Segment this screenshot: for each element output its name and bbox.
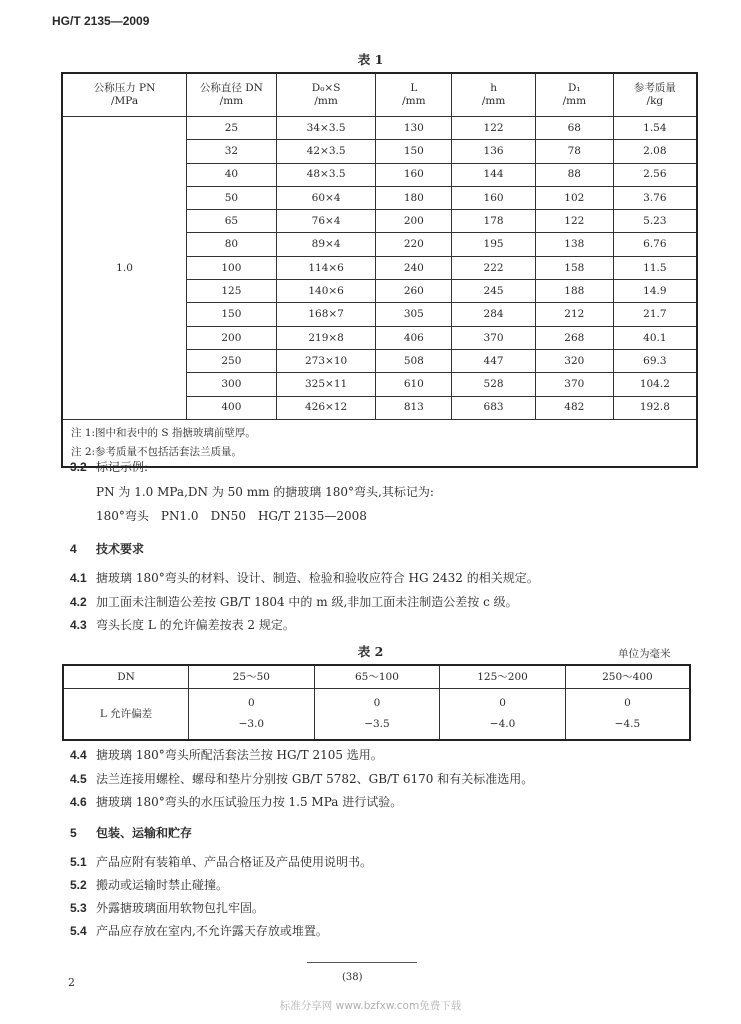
clause-number: 4.3 [70, 618, 87, 632]
table1-cell: 447 [452, 349, 536, 372]
table1-header-cell [62, 73, 187, 117]
table1-cell: 11.5 [613, 256, 697, 279]
table2-dn-range: 125～200 [440, 665, 566, 689]
table1-cell: 528 [452, 373, 536, 396]
table1-cell: 482 [535, 396, 613, 419]
marking-example-line1: PN 为 1.0 MPa,DN 为 50 mm 的搪玻璃 180°弯头,其标记为: [96, 485, 434, 499]
table1-cell: 122 [452, 117, 536, 140]
table1-header-row [62, 73, 697, 117]
table1-cell: 195 [452, 233, 536, 256]
table1-cell: 192.8 [613, 396, 697, 419]
clause-text: 产品应附有装箱单、产品合格证及产品使用说明书。 [96, 855, 373, 869]
table1-cell: 42×3.5 [276, 140, 376, 163]
table1-header-cell [613, 73, 697, 117]
table1-cell: 80 [187, 233, 277, 256]
clause-text: 搪玻璃 180°弯头所配活套法兰按 HG/T 2105 选用。 [96, 748, 383, 762]
table1-cell: 508 [376, 349, 452, 372]
table1-cell: 50 [187, 186, 277, 209]
section-5-clause [70, 853, 372, 872]
section-5-clause [70, 922, 328, 941]
table1-cell: 260 [376, 280, 452, 303]
table1-cell: 3.76 [613, 186, 697, 209]
clause-text: 弯头长度 L 的允许偏差按表 2 规定。 [96, 618, 295, 632]
table1-header-line: 参考质量 [633, 82, 676, 95]
table1-note: 注 1:图中和表中的 S 指搪玻璃前壁厚。 [71, 426, 256, 439]
table1-cell: 6.76 [613, 233, 697, 256]
table1-cell: 305 [376, 303, 452, 326]
table2-upper-deviation: 0 [373, 697, 381, 710]
table1-cell: 160 [376, 163, 452, 186]
page-number: 2 [68, 976, 75, 989]
table2-upper-deviation: 0 [499, 697, 506, 710]
table1-header-line: h [490, 82, 497, 95]
table1-cell: 222 [452, 256, 536, 279]
table1-header-cell [376, 73, 452, 117]
table1-cell: 250 [187, 349, 277, 372]
clause-number: 5.4 [70, 924, 87, 938]
section-4-clause [70, 746, 383, 765]
table1-cell: 268 [535, 326, 613, 349]
table1-cell: 2.08 [613, 140, 697, 163]
table2-dn-range: 65～100 [314, 665, 440, 689]
table2-caption: 表 2 [357, 644, 384, 659]
table2-row-label: L 允许偏差 [63, 689, 189, 741]
clause-text: 法兰连接用螺栓、螺母和垫片分别按 GB/T 5782、GB/T 6170 和有关标准选用。 [96, 771, 534, 786]
section-5-clause [70, 899, 264, 918]
table2-lower-deviation: −4.0 [489, 718, 516, 730]
table1-cell: 5.23 [613, 210, 697, 233]
table1-cell: 138 [535, 233, 613, 256]
table1-cell: 68 [535, 117, 613, 140]
section-4-title: 技术要求 [96, 542, 145, 556]
table1-note: 注 2:参考质量不包括活套法兰质量。 [71, 445, 243, 458]
table2-dn-range: 25～50 [189, 665, 315, 689]
table1-cell: 200 [187, 326, 277, 349]
table1-header-cell [187, 73, 277, 117]
clause-number: 4.1 [70, 571, 87, 585]
section-4-clause [70, 793, 402, 812]
table1-cell: 102 [535, 186, 613, 209]
table2-dn-range: 250～400 [565, 665, 690, 689]
table1-cell: 144 [452, 163, 536, 186]
table1-cell: 240 [376, 256, 452, 279]
table2-unit-note: 单位为毫米 [618, 648, 671, 660]
table1-header-line: /mm [314, 95, 338, 107]
watermark: 标准分享网 www.bzfxw.com免费下载 [279, 1000, 462, 1012]
table1-caption: 表 1 [357, 52, 384, 67]
table1-header-line: L [410, 82, 418, 95]
bottom-page-number: (38) [342, 972, 363, 983]
clause-number: 4.5 [70, 771, 87, 786]
section-4-clause [70, 616, 295, 635]
table1-cell: 168×7 [276, 303, 376, 326]
table1-cell: 284 [452, 303, 536, 326]
clause-number: 4.6 [70, 795, 87, 809]
table1-body [62, 117, 697, 467]
table1-cell: 1.54 [613, 117, 697, 140]
table1-cell: 160 [452, 186, 536, 209]
table1-cell: 89×4 [276, 233, 376, 256]
clause-text: 加工面未注制造公差按 GB/T 1804 中的 m 级,非加工面未注制造公差按 c 级。 [96, 594, 518, 609]
table1 [61, 72, 698, 468]
table1-cell: 400 [187, 396, 277, 419]
table1-cell: 406 [376, 326, 452, 349]
table1-cell: 104.2 [613, 373, 697, 396]
table1-cell: 212 [535, 303, 613, 326]
table1-cell: 125 [187, 280, 277, 303]
table1-header-cell [276, 73, 376, 117]
table1-cell: 14.9 [613, 280, 697, 303]
table2-tolerance-row [63, 689, 690, 741]
section-3-2-number: 3.2 [70, 460, 87, 474]
clause-text: 外露搪玻璃面用软物包扎牢固。 [96, 901, 265, 915]
table1-header-line: /mm [219, 95, 244, 107]
table2-tolerance-cell [189, 689, 315, 741]
table1-cell: 150 [187, 303, 277, 326]
table1-cell: 178 [452, 210, 536, 233]
section-5-number: 5 [70, 826, 77, 840]
table1-cell: 273×10 [276, 349, 376, 372]
table1-cell: 40.1 [613, 326, 697, 349]
table1-cell: 130 [376, 117, 452, 140]
table1-cell: 40 [187, 163, 277, 186]
table1-cell: 78 [535, 140, 613, 163]
table2-upper-deviation: 0 [624, 697, 631, 710]
table1-cell: 76×4 [276, 210, 376, 233]
table1-cell: 300 [187, 373, 277, 396]
table2-upper-deviation: 0 [248, 697, 255, 710]
table1-header-line: D₀×S [311, 82, 341, 95]
table1-cell: 34×3.5 [276, 117, 376, 140]
table2-tolerance-cell [440, 689, 566, 741]
table1-cell: 245 [452, 280, 536, 303]
footer-rule [307, 962, 417, 963]
table1-cell: 65 [187, 210, 277, 233]
table1-header-line: D₁ [567, 82, 581, 95]
clause-number: 5.3 [70, 901, 87, 915]
table1-cell: 122 [535, 210, 613, 233]
table1-cell: 69.3 [613, 349, 697, 372]
table1-cell: 32 [187, 140, 277, 163]
standard-code: HG/T 2135—2009 [52, 14, 150, 28]
table1-cell: 325×11 [276, 373, 376, 396]
table1-header [62, 73, 697, 117]
table1-notes-row [62, 419, 697, 467]
table1-cell: 100 [187, 256, 277, 279]
clause-text: 搬动或运输时禁止碰撞。 [96, 878, 229, 892]
section-3-2 [70, 458, 148, 477]
table1-cell: 48×3.5 [276, 163, 376, 186]
table1-cell: 188 [535, 280, 613, 303]
marking-example-line2: 180°弯头 PN1.0 DN50 HG/T 2135—2008 [96, 509, 367, 523]
section-3-2-title: 标记示例: [96, 460, 149, 474]
table1-cell: 150 [376, 140, 452, 163]
table1-header-line: /kg [646, 95, 664, 107]
table1-header-line: /MPa [110, 95, 139, 107]
table2 [62, 664, 691, 741]
table1-cell: 158 [535, 256, 613, 279]
table2-tolerance-cell [314, 689, 440, 741]
table1-cell: 370 [535, 373, 613, 396]
table1-cell: 219×8 [276, 326, 376, 349]
table2-lower-deviation: −4.5 [614, 718, 641, 730]
table1-cell: 114×6 [276, 256, 376, 279]
table1-cell: 140×6 [276, 280, 376, 303]
section-4-clause [70, 593, 518, 612]
table1-header-line: 公称压力 PN [93, 82, 156, 95]
section-5-title: 包装、运输和贮存 [96, 826, 193, 840]
section-4-clause [70, 569, 539, 588]
table1-header-line: /mm [481, 95, 506, 107]
clause-text: 搪玻璃 180°弯头的水压试验压力按 1.5 MPa 进行试验。 [96, 795, 403, 809]
table1-header-line: /mm [562, 95, 587, 107]
table1-header-cell [535, 73, 613, 117]
table1-cell: 2.56 [613, 163, 697, 186]
table1-cell: 683 [452, 396, 536, 419]
clause-text: 搪玻璃 180°弯头的材料、设计、制造、检验和验收应符合 HG 2432 的相关规定。 [96, 571, 539, 585]
table2-lower-deviation: −3.0 [238, 718, 265, 730]
table1-cell: 88 [535, 163, 613, 186]
section-5-clause [70, 876, 228, 895]
table1-cell: 220 [376, 233, 452, 256]
clause-number: 4.4 [70, 748, 87, 762]
section-5-heading [70, 824, 192, 843]
table1-header-cell [452, 73, 536, 117]
table1-cell: 200 [376, 210, 452, 233]
table1-cell: 370 [452, 326, 536, 349]
clause-number: 5.2 [70, 878, 87, 892]
table1-cell: 136 [452, 140, 536, 163]
table1-header-line: /mm [402, 95, 426, 107]
table2-lower-deviation: −3.5 [364, 718, 390, 730]
section-4-heading [70, 540, 144, 559]
table1-row [62, 117, 697, 140]
table2-header-row [63, 665, 690, 689]
section-4-number: 4 [70, 542, 77, 556]
table1-pn-cell: 1.0 [62, 117, 187, 420]
clause-number: 4.2 [70, 594, 87, 609]
section-4-clause [70, 770, 533, 789]
clause-number: 5.1 [70, 855, 87, 869]
table2-tolerance-cell [565, 689, 690, 741]
table1-cell: 25 [187, 117, 277, 140]
table2-dn-label: DN [63, 665, 189, 689]
table1-header-line: 公称直径 DN [199, 82, 263, 95]
table1-cell: 610 [376, 373, 452, 396]
table1-cell: 180 [376, 186, 452, 209]
table1-cell: 813 [376, 396, 452, 419]
table1-cell: 426×12 [276, 396, 376, 419]
table1-cell: 21.7 [613, 303, 697, 326]
table1-notes [62, 419, 697, 467]
table1-cell: 60×4 [276, 186, 376, 209]
clause-text: 产品应存放在室内,不允许露天存放或堆置。 [96, 924, 328, 938]
table1-cell: 320 [535, 349, 613, 372]
